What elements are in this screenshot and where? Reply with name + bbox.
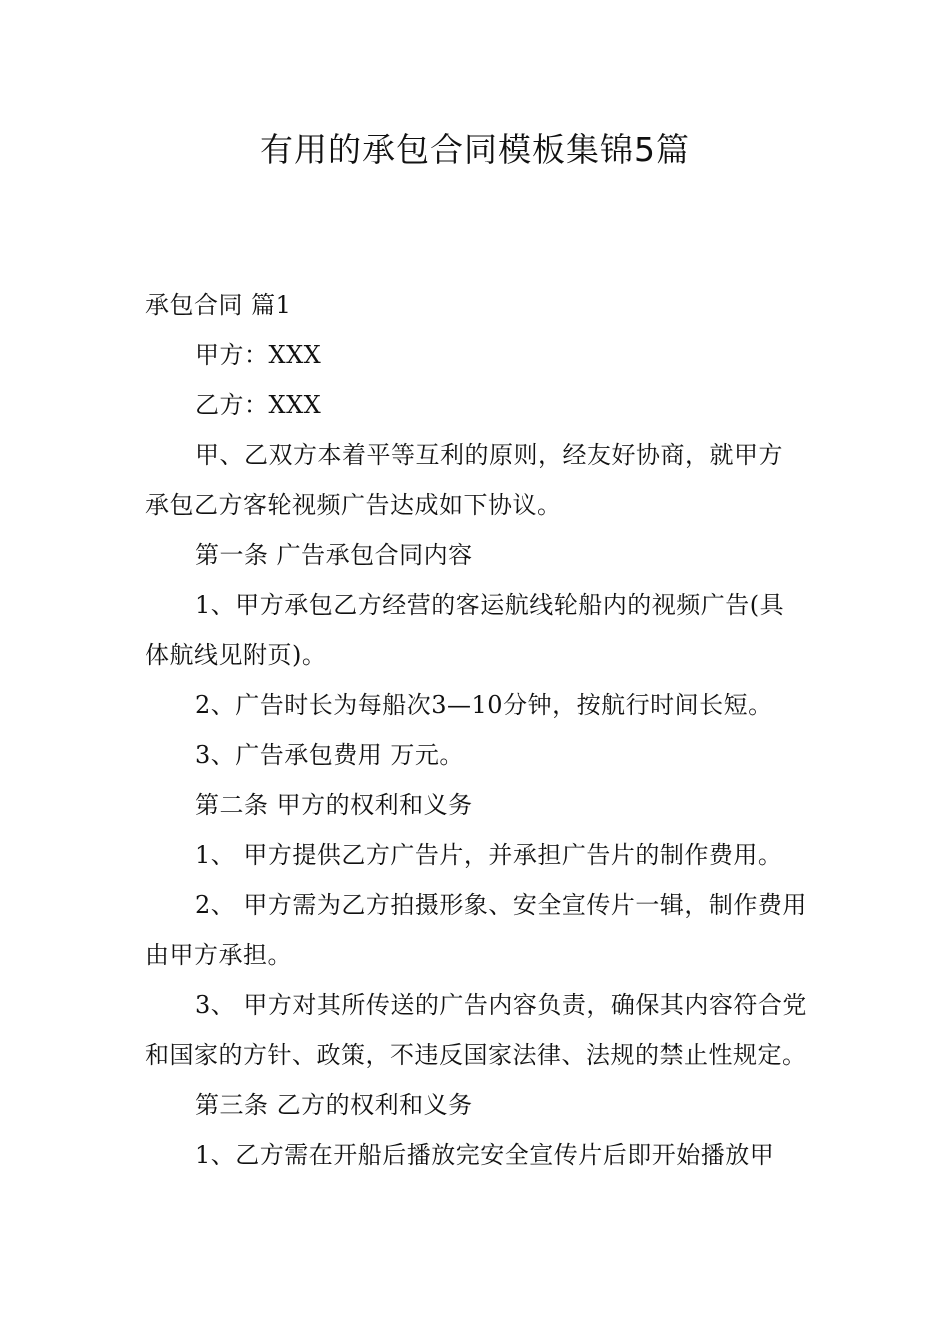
clause-paragraph: 2、 甲方需为乙方拍摄形象、安全宣传片一辑，制作费用由甲方承担。 — [145, 891, 807, 969]
clause-paragraph: 2、广告时长为每船次3—10分钟，按航行时间长短。 — [195, 691, 773, 719]
article-heading: 第二条 甲方的权利和义务 — [195, 791, 473, 819]
clause-paragraph: 3、 甲方对其所传送的广告内容负责，确保其内容符合党和国家的方针、政策，不违反国家法律、法规的禁止性规定。 — [145, 991, 807, 1069]
document-body — [145, 280, 807, 1180]
clause-paragraph: 1、乙方需在开船后播放完安全宣传片后即开始播放甲 — [195, 1141, 775, 1169]
clause-paragraph: 1、甲方承包乙方经营的客运航线轮船内的视频广告(具体航线见附页)。 — [145, 591, 785, 669]
section-heading: 承包合同 篇1 — [145, 291, 292, 319]
party-b-line: 乙方：XXX — [195, 391, 322, 419]
preamble-paragraph: 甲、乙双方本着平等互利的原则，经友好协商，就甲方承包乙方客轮视频广告达成如下协议。 — [145, 441, 783, 519]
party-a-line: 甲方：XXX — [195, 341, 322, 369]
article-heading: 第三条 乙方的权利和义务 — [195, 1091, 473, 1119]
clause-paragraph: 3、广告承包费用 万元。 — [195, 741, 464, 769]
document-title: 有用的承包合同模板集锦5篇 — [260, 130, 690, 169]
article-heading: 第一条 广告承包合同内容 — [195, 541, 473, 569]
clause-paragraph: 1、 甲方提供乙方广告片，并承担广告片的制作费用。 — [195, 841, 783, 869]
